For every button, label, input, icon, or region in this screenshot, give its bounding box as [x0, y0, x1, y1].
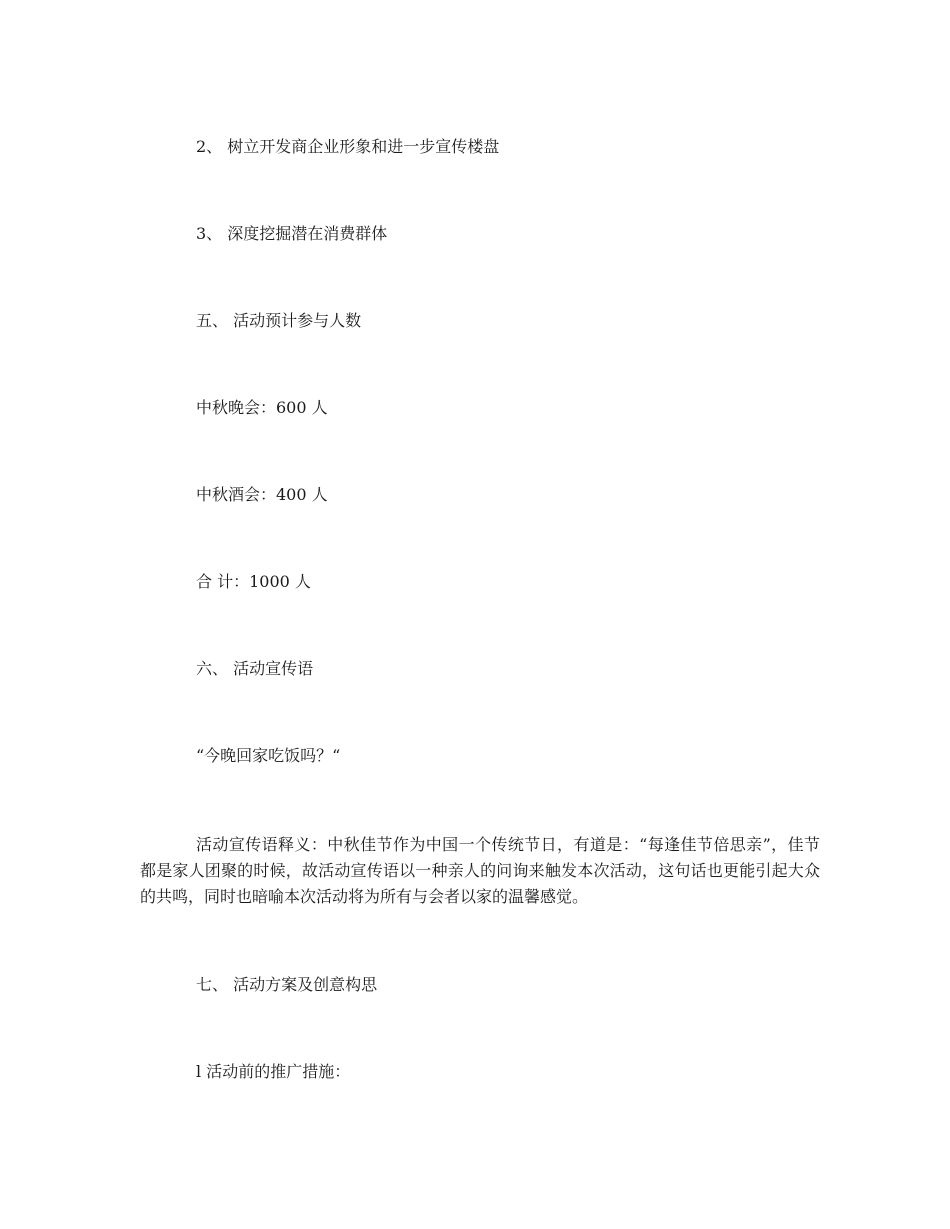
attendance-mid-autumn-reception: 中秋酒会：400 人 — [196, 485, 328, 504]
slogan: “今晚回家吃饭吗？“ — [196, 746, 341, 765]
attendance-total: 合 计：1000 人 — [196, 572, 311, 591]
bullet-pre-event-promotion: l 活动前的推广措施： — [196, 1062, 351, 1081]
section-heading-5: 五、 活动预计参与人数 — [196, 311, 362, 330]
section-heading-7: 七、 活动方案及创意构思 — [196, 975, 378, 994]
slogan-explanation-paragraph: 活动宣传语释义：中秋佳节作为中国一个传统节日，有道是：“每逢佳节倍思亲”，佳节都是家人团聚的时候，故活动宣传语以一种亲人的问询来触发本次活动，这句话也更能引起大众的共鸣，同时也暗喻本次活动将为所有与会者以家的温馨感觉。 — [140, 835, 820, 906]
section-heading-6: 六、 活动宣传语 — [196, 659, 314, 678]
list-item-goal-2: 2、 树立开发商企业形象和进一步宣传楼盘 — [196, 137, 500, 156]
list-item-goal-3: 3、 深度挖掘潜在消费群体 — [196, 224, 388, 243]
attendance-mid-autumn-gala: 中秋晚会：600 人 — [196, 398, 328, 417]
